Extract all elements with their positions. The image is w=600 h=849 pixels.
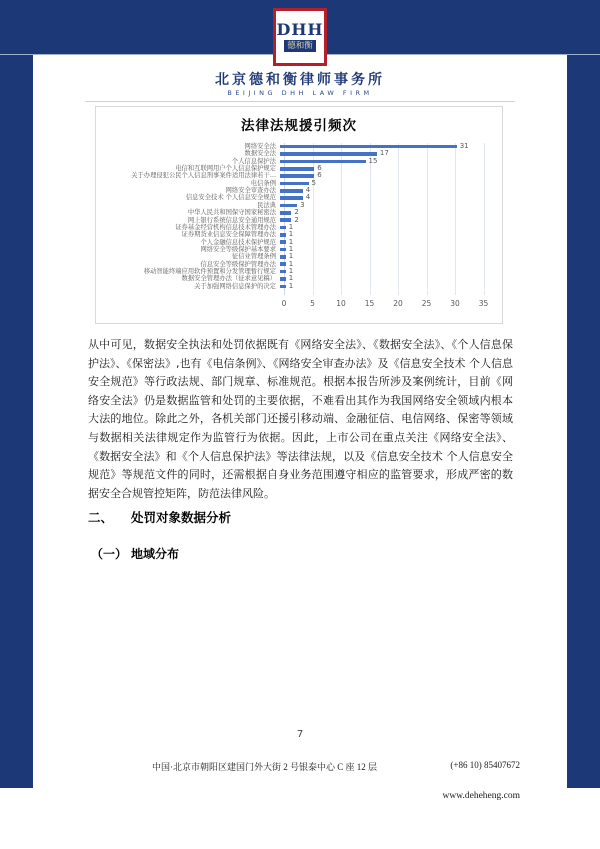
category-label: 网上银行系统信息安全通用规范 [187,216,276,224]
subsection-title: 地域分布 [131,547,180,561]
value-label: 2 [294,208,299,217]
x-axis-tick-label: 5 [310,299,315,308]
data-bar [280,189,303,193]
value-label: 17 [379,149,389,158]
category-label: 电信条例 [250,179,276,187]
category-label: 网络安全法 [244,143,276,150]
chart-bar-row [96,246,502,253]
chart-bar-row [96,180,502,187]
category-label: 信息安全技术 个人信息安全规范 [185,194,276,202]
x-axis-tick-label: 10 [336,299,346,308]
value-label: 6 [317,171,322,180]
value-label: 3 [300,200,305,209]
section-heading [88,508,231,526]
value-label: 1 [288,259,294,268]
right-border-bar [567,0,600,788]
citation-frequency-chart [95,106,503,324]
data-bar [280,182,309,186]
data-bar [280,277,286,281]
section-number: 二、 [88,510,114,525]
data-bar [280,226,286,230]
x-axis-tick-label: 0 [281,299,287,308]
chart-bar-row [96,172,502,179]
category-label: 个人信息保护法 [231,157,276,165]
chart-bar-row [96,268,502,275]
data-bar [280,196,303,200]
chart-plot-area [96,141,502,321]
category-label: 数据安全管理办法（征求意见稿） [181,275,276,283]
data-bar [280,204,297,208]
value-label: 4 [305,193,311,202]
data-bar [280,270,286,274]
value-label: 1 [288,281,294,290]
chart-bar-row [96,253,502,260]
category-label: 民法典 [257,201,276,209]
chart-bar-row [96,209,502,216]
value-label: 5 [311,178,316,187]
category-label: 移动智能终端应用软件预置和分发管理暂行规定 [143,267,276,275]
x-axis-tick-label: 15 [364,299,375,308]
subsection-number: （一） [91,547,128,561]
value-label: 6 [317,164,322,173]
footer-address: 中国·北京市朝阳区建国门外大街 2 号银泰中心 C 座 12 层 [152,762,378,772]
category-label: 信息安全等级保护管理办法 [200,260,276,268]
data-bar [280,233,286,237]
value-label: 1 [288,222,294,231]
category-label: 个人金融信息技术保护规范 [200,238,276,246]
data-bar [280,218,291,222]
left-border-bar [0,0,33,788]
chart-title: 法律法规援引频次 [241,118,357,134]
data-bar [280,145,457,149]
data-bar [280,211,291,215]
chart-bar-row [96,217,502,224]
chart-bar-row [96,261,502,268]
chart-bar-row [96,158,502,165]
value-label: 31 [459,142,469,150]
category-label: 数据安全法 [244,150,276,158]
value-label: 1 [288,237,294,246]
analysis-paragraph: 从中可见，数据安全执法和处罚依据既有《网络安全法》、《数据安全法》、《个人信息保护法》、《保密法》,也有《电信条例》、《网络安全审查办法》及《信息安全技术 个人信息安全规范》等行政法规、部门规章、标准规范。根据本报告所涉及案例统计，目前《网络安全法》仍是数据监管和处罚的主要依据，不难看出其作为我国网络安全领域内根本大法的地位。除此之外，各机关部门还援引移动端、金融征信、电信网络、保密等领域与数据相关法律规定作为监管行为依据。因此，上市公司在重点关注《网络安全法》、《数据安全法》和《个人信息保护法》等法律法规，以及《信息安全技术 个人信息安全规范》等规范文件的同时，还需根据自身业务范围遵守相应的监管要求，形成严密的数据安全合规管控矩阵，防范法律风险。 [88,338,513,500]
data-bar [280,160,366,164]
chart-bar-row [96,187,502,194]
chart-bar-row [96,143,502,150]
category-label: 关于办理侵犯公民个人信息刑事案件适用法律若干… [131,172,276,180]
value-label: 1 [288,252,294,261]
chart-bar-row [96,239,502,246]
data-bar [280,152,377,156]
data-bar [280,255,286,259]
chart-bar-row [96,194,502,201]
chart-bar-row [96,231,502,238]
category-label: 关于加强网络信息保护的决定 [194,282,276,290]
data-bar [280,174,314,178]
category-label: 征信业管理条例 [231,253,276,261]
category-label: 中华人民共和国保守国家秘密法 [187,209,276,217]
data-bar [280,240,286,244]
chart-bar-row [96,283,502,290]
section-title: 处罚对象数据分析 [131,510,232,525]
x-axis-tick-label: 30 [450,299,460,308]
firm-name-english: BEIJING DHH LAW FIRM [227,89,373,97]
data-bar [280,262,286,266]
chart-bar-row [96,202,502,209]
value-label: 4 [305,186,311,195]
chart-bar-row [96,224,502,231]
value-label: 2 [294,215,299,224]
x-axis-tick-label: 20 [393,299,403,308]
value-label: 1 [288,230,294,239]
firm-name-chinese: 北京德和衡律师事务所 [215,72,385,88]
category-label: 网络安全审查办法 [225,187,276,195]
chart-bar-row [96,275,502,282]
logo-chinese-text: 德和衡 [284,40,316,52]
x-axis-tick-label: 35 [478,299,489,308]
footer-phone: (+86 10) 85407672 [450,760,520,770]
data-bar [280,285,286,289]
category-label: 电信和互联网用户个人信息保护规定 [175,165,276,173]
value-label: 1 [288,266,294,275]
footer-website: www.deheheng.com [442,791,520,801]
value-label: 1 [288,244,294,253]
header-divider [85,101,515,102]
data-bar [280,248,286,252]
value-label: 15 [368,156,378,165]
chart-bar-row [96,150,502,157]
subsection-heading [91,545,179,562]
category-label: 证券基金经营机构信息技术管理办法 [175,223,276,231]
page-number: 7 [296,729,304,740]
x-axis-tick-label: 25 [421,299,432,308]
category-label: 网络安全等级保护基本要求 [200,245,276,253]
category-label: 证券期货业信息安全保障管理办法 [181,231,276,239]
logo-dhh-text: DHH [276,20,324,39]
data-bar [280,167,314,171]
footer-address-row [152,760,520,773]
value-label: 1 [288,274,294,283]
firm-logo [273,8,327,66]
